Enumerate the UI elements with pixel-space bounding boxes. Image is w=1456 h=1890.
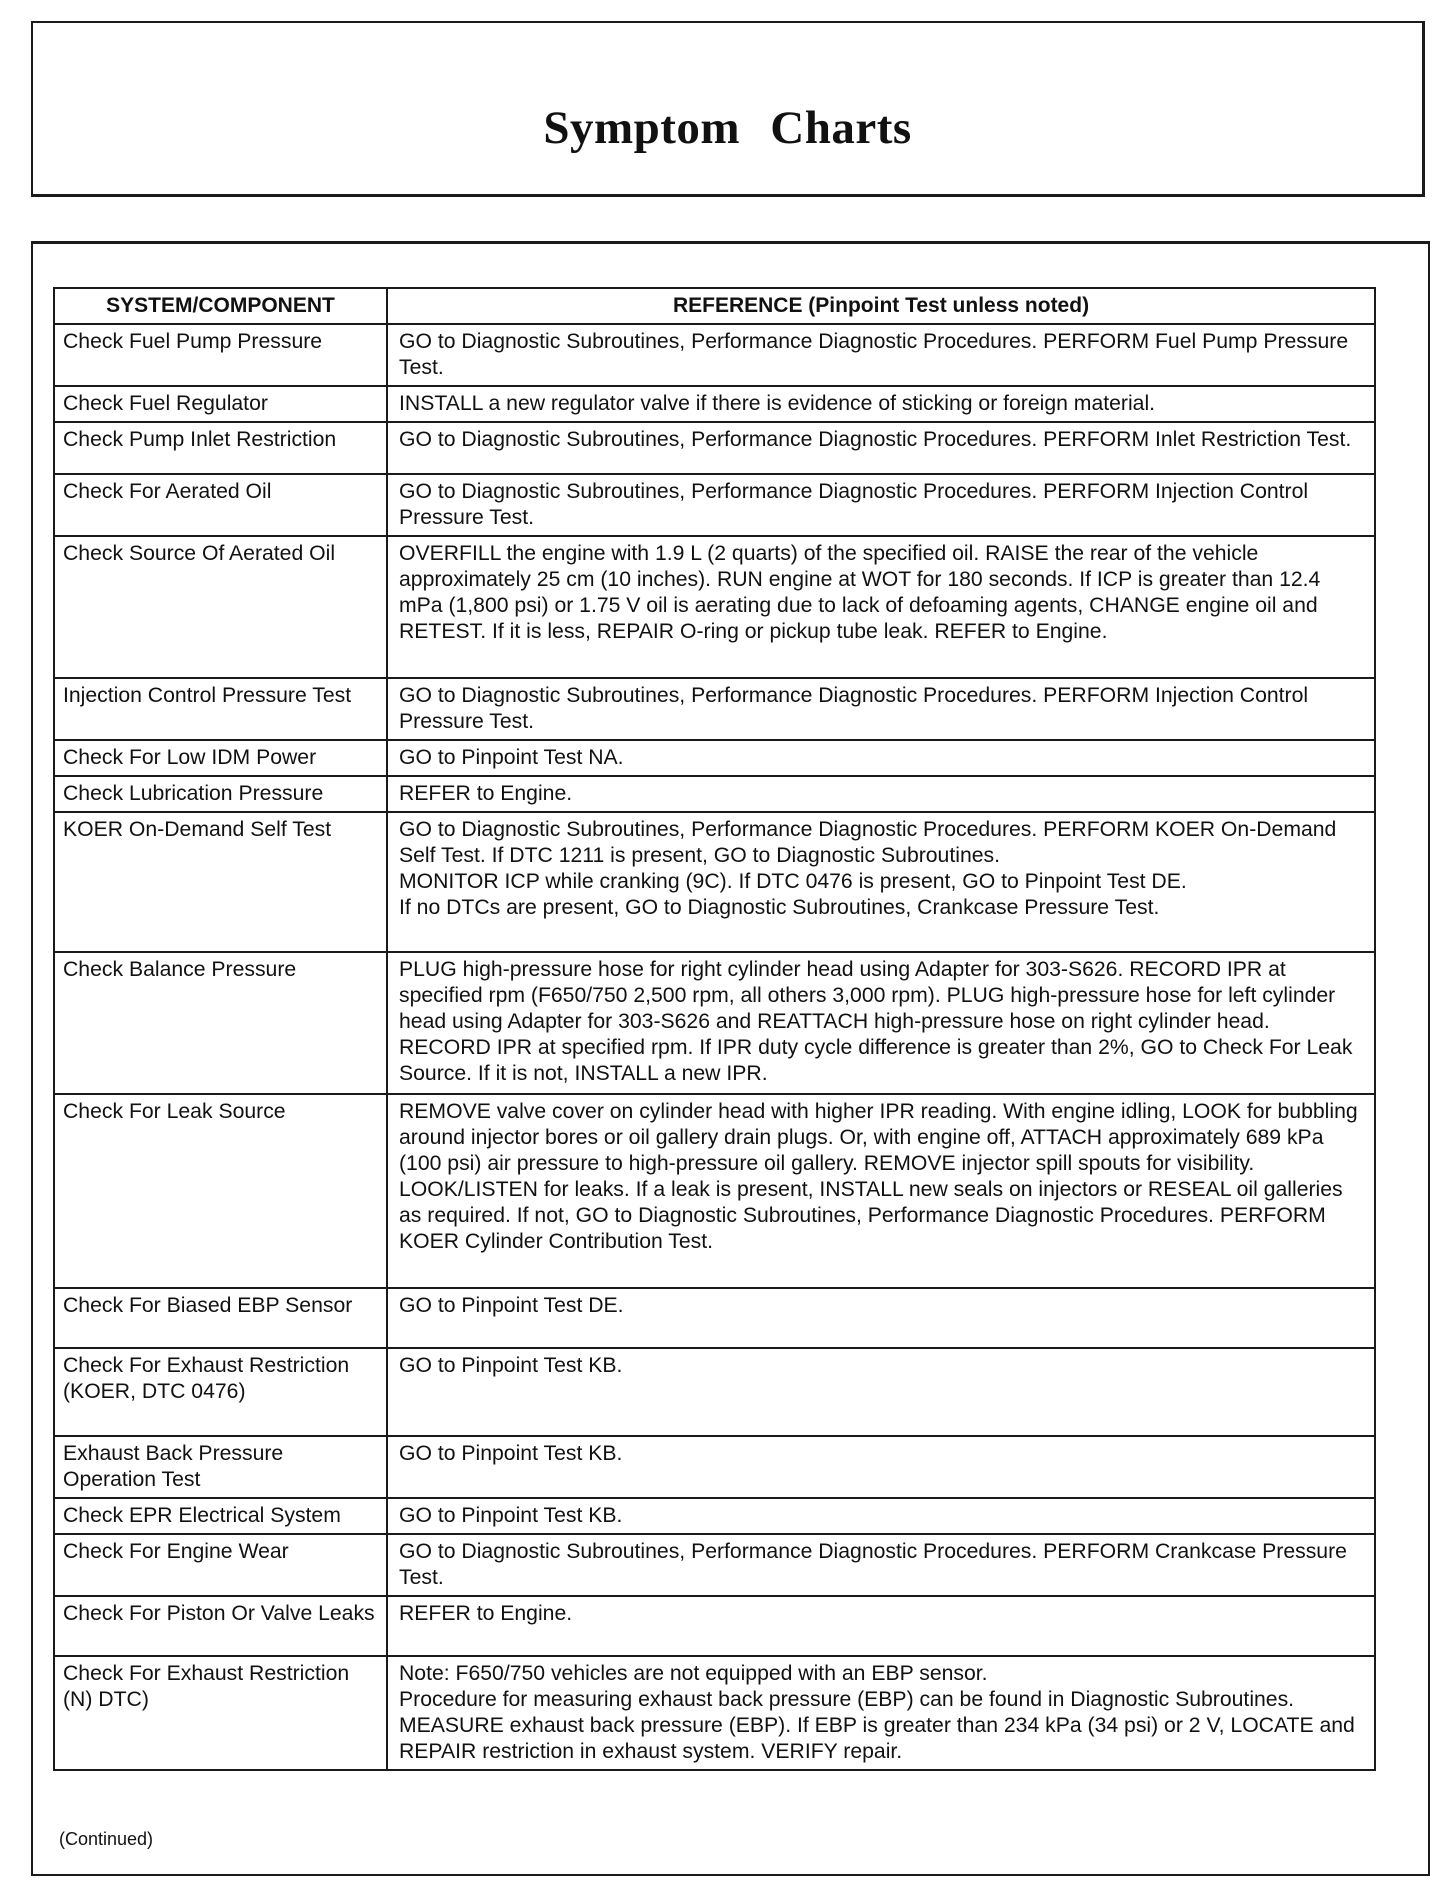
- component-cell: Check For Low IDM Power: [54, 740, 387, 776]
- reference-cell: [387, 812, 1375, 952]
- table-row: [54, 678, 1375, 740]
- reference-cell: [387, 422, 1375, 474]
- table-row: [54, 740, 1375, 776]
- reference-text: PLUG high-pressure hose for right cylinder head using Adapter for 303-S626. RECORD IPR at specified rpm (F650/750 2,500 rpm, all others 3,000 rpm). PLUG high-pressure hose for left cylinder head using Adapter for 303-S626 and REATTACH high-pressure hose on right cylinder head. RECORD IPR at specified rpm. If IPR duty cycle difference is greater than 2%, GO to Check For Leak Source. If it is not, INSTALL a new IPR.: [399, 958, 1353, 1085]
- reference-cell: [387, 776, 1375, 812]
- symptom-chart-table: [53, 287, 1376, 1771]
- component-cell: Check Source Of Aerated Oil: [54, 536, 387, 678]
- reference-text: GO to Pinpoint Test KB.: [399, 1442, 623, 1465]
- component-cell: Check Pump Inlet Restriction: [54, 422, 387, 474]
- table-header-row: [54, 288, 1375, 324]
- table-row: [54, 812, 1375, 952]
- component-cell: Check For Exhaust Restriction (KOER, DTC 0476): [54, 1348, 387, 1436]
- reference-text: GO to Diagnostic Subroutines, Performance Diagnostic Procedures. PERFORM KOER On-Demand Self Test. If DTC 1211 is present, GO to Diagnostic Subroutines. MONITOR ICP while cranking (9C). If DTC 0476 is present, GO to Pinpoint Test DE. If no DTCs are present, GO to Diagnostic Subroutines, Crankcase Pressure Test.: [399, 818, 1337, 919]
- table-row: [54, 1288, 1375, 1348]
- component-cell: Check EPR Electrical System: [54, 1498, 387, 1534]
- reference-cell: [387, 1436, 1375, 1498]
- reference-cell: [387, 740, 1375, 776]
- component-cell: Check For Biased EBP Sensor: [54, 1288, 387, 1348]
- reference-text: GO to Diagnostic Subroutines, Performance Diagnostic Procedures. PERFORM Injection Control Pressure Test.: [399, 480, 1309, 529]
- column-header-reference: REFERENCE (Pinpoint Test unless noted): [387, 288, 1375, 324]
- table-row: [54, 474, 1375, 536]
- component-cell: KOER On-Demand Self Test: [54, 812, 387, 952]
- reference-text: INSTALL a new regulator valve if there is evidence of sticking or foreign material.: [399, 392, 1156, 415]
- column-header-component: SYSTEM/COMPONENT: [54, 288, 387, 324]
- reference-cell: [387, 1498, 1375, 1534]
- component-cell: Injection Control Pressure Test: [54, 678, 387, 740]
- component-cell: Check Fuel Pump Pressure: [54, 324, 387, 386]
- table-row: [54, 386, 1375, 422]
- component-cell: Check Balance Pressure: [54, 952, 387, 1094]
- reference-text: GO to Pinpoint Test NA.: [399, 746, 624, 769]
- reference-cell: [387, 324, 1375, 386]
- reference-text: GO to Pinpoint Test KB.: [399, 1504, 623, 1527]
- reference-cell: [387, 1288, 1375, 1348]
- reference-cell: [387, 952, 1375, 1094]
- reference-text: GO to Diagnostic Subroutines, Performance Diagnostic Procedures. PERFORM Fuel Pump Pressure Test.: [399, 330, 1349, 379]
- component-cell: Check For Leak Source: [54, 1094, 387, 1288]
- table-row: [54, 1656, 1375, 1770]
- table-row: [54, 422, 1375, 474]
- reference-cell: [387, 678, 1375, 740]
- component-cell: Exhaust Back Pressure Operation Test: [54, 1436, 387, 1498]
- table-row: [54, 952, 1375, 1094]
- title-box: [31, 21, 1425, 197]
- reference-cell: [387, 1596, 1375, 1656]
- component-cell: Check For Aerated Oil: [54, 474, 387, 536]
- reference-text: OVERFILL the engine with 1.9 L (2 quarts) of the specified oil. RAISE the rear of the vehicle approximately 25 cm (10 inches). RUN engine at WOT for 180 seconds. If ICP is greater than 12.4 mPa (1,800 psi) or 1.75 V oil is aerating due to lack of defoaming agents, CHANGE engine oil and RETEST. If it is less, REPAIR O-ring or pickup tube leak. REFER to Engine.: [399, 542, 1321, 643]
- table-row: [54, 1534, 1375, 1596]
- component-cell: Check Lubrication Pressure: [54, 776, 387, 812]
- content-box: [31, 241, 1430, 1876]
- reference-text: GO to Diagnostic Subroutines, Performance Diagnostic Procedures. PERFORM Injection Control Pressure Test.: [399, 684, 1309, 733]
- reference-text: REFER to Engine.: [399, 782, 573, 805]
- reference-text: REMOVE valve cover on cylinder head with higher IPR reading. With engine idling, LOOK for bubbling around injector bores or oil gallery drain plugs. Or, with engine off, ATTACH approximately 689 kPa (100 psi) air pressure to high-pressure oil gallery. REMOVE injector spill spouts for visibility. LOOK/LISTEN for leaks. If a leak is present, INSTALL new seals on injectors or RESEAL oil galleries as required. If not, GO to Diagnostic Subroutines, Performance Diagnostic Procedures. PERFORM KOER Cylinder Contribution Test.: [399, 1100, 1358, 1253]
- reference-cell: [387, 536, 1375, 678]
- component-cell: Check For Engine Wear: [54, 1534, 387, 1596]
- reference-text: GO to Pinpoint Test DE.: [399, 1294, 624, 1317]
- page-title: Symptom Charts: [543, 102, 912, 154]
- reference-cell: [387, 1656, 1375, 1770]
- reference-cell: [387, 386, 1375, 422]
- component-cell: Check For Exhaust Restriction (N) DTC): [54, 1656, 387, 1770]
- reference-text: GO to Diagnostic Subroutines, Performance Diagnostic Procedures. PERFORM Inlet Restriction Test.: [399, 428, 1352, 451]
- table-row: [54, 1498, 1375, 1534]
- reference-text: GO to Diagnostic Subroutines, Performance Diagnostic Procedures. PERFORM Crankcase Pressure Test.: [399, 1540, 1347, 1589]
- reference-cell: [387, 1094, 1375, 1288]
- component-cell: Check For Piston Or Valve Leaks: [54, 1596, 387, 1656]
- reference-cell: [387, 474, 1375, 536]
- table-row: [54, 536, 1375, 678]
- component-cell: Check Fuel Regulator: [54, 386, 387, 422]
- table-row: [54, 1348, 1375, 1436]
- reference-text: GO to Pinpoint Test KB.: [399, 1354, 623, 1377]
- table-row: [54, 1596, 1375, 1656]
- reference-cell: [387, 1534, 1375, 1596]
- table-row: [54, 776, 1375, 812]
- continued-note: (Continued): [59, 1829, 154, 1849]
- reference-text: REFER to Engine.: [399, 1602, 573, 1625]
- reference-text: Note: F650/750 vehicles are not equipped with an EBP sensor. Procedure for measuring exhaust back pressure (EBP) can be found in Diagnostic Subroutines. MEASURE exhaust back pressure (EBP). If EBP is greater than 234 kPa (34 psi) or 2 V, LOCATE and REPAIR restriction in exhaust system. VERIFY repair.: [399, 1662, 1355, 1763]
- table-row: [54, 1436, 1375, 1498]
- reference-cell: [387, 1348, 1375, 1436]
- table-row: [54, 1094, 1375, 1288]
- table-row: [54, 324, 1375, 386]
